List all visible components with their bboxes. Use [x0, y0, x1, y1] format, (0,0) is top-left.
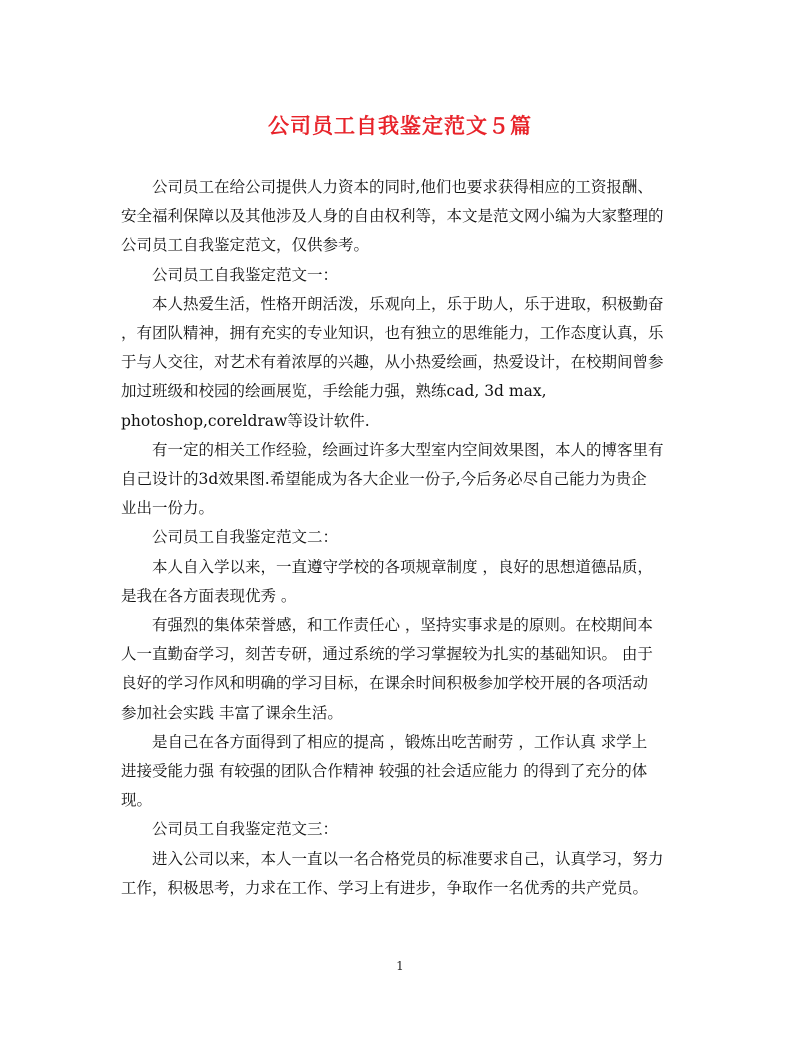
- paragraph: [121, 436, 681, 524]
- paragraph: [121, 553, 681, 611]
- section-heading-3: [121, 815, 681, 844]
- section-heading-1: [121, 261, 681, 290]
- paragraph: [121, 728, 681, 816]
- text-line: 是我在各方面表现优秀 。: [121, 586, 297, 605]
- paragraph-intro: [121, 173, 681, 261]
- document-body: [121, 173, 681, 903]
- text-line: 现。: [121, 791, 153, 810]
- section-heading-2: [121, 523, 681, 552]
- text-line: 公司员工自我鉴定范文二：: [152, 528, 339, 547]
- text-line: 是自己在各方面得到了相应的提高 ，锻炼出吃苦耐劳 ，工作认真 求学上: [152, 732, 648, 751]
- text-line: 良好的学习作风和明确的学习目标，在课余时间积极参加学校开展的各项活动: [121, 674, 649, 693]
- text-line: 公司员工在给公司提供人力资本的同时,他们也要求获得相应的工资报酬、: [152, 178, 653, 196]
- text-line: 自己设计的3d效果图.希望能成为各大企业一份子,今后务必尽自己能力为贵企: [121, 470, 647, 489]
- text-line: 工作，积极思考，力求在工作、学习上有进步，争取作一名优秀的共产党员。: [121, 878, 649, 897]
- text-line: 加过班级和校园的绘画展览，手绘能力强，熟练cad, 3d max,: [121, 382, 547, 401]
- text-line: 进入公司以来，本人一直以一名合格党员的标准要求自己，认真学习，努力: [152, 849, 664, 868]
- text-line: photoshop,coreldraw等设计软件.: [121, 411, 370, 430]
- paragraph: [121, 290, 681, 436]
- text-line: 进接受能力强 有较强的团队合作精神 较强的社会适应能力 的得到了充分的体: [121, 762, 648, 781]
- text-line: 于与人交往，对艺术有着浓厚的兴趣，从小热爱绘画，热爱设计，在校期间曾参: [121, 353, 664, 372]
- text-line: 人一直勤奋学习，刻苦专研，通过系统的学习掌握较为扎实的基础知识。 由于: [121, 645, 653, 664]
- text-line: 安全福利保障以及其他涉及人身的自由权利等，本文是范文网小编为大家整理的: [121, 207, 664, 226]
- page-number: 1: [396, 959, 404, 973]
- text-line: 业出一份力。: [121, 499, 215, 518]
- paragraph: [121, 845, 681, 903]
- paragraph: [121, 611, 681, 728]
- text-line: 公司员工自我鉴定范文三：: [152, 820, 339, 839]
- text-line: 公司员工自我鉴定范文一：: [152, 265, 339, 284]
- text-line: 参加社会实践 丰富了课余生活。: [121, 703, 343, 722]
- text-line: 公司员工自我鉴定范文，仅供参考。: [121, 236, 370, 255]
- document-title: 公司员工自我鉴定范文５篇: [268, 113, 532, 138]
- text-line: 本人热爱生活，性格开朗活泼，乐观向上，乐于助人，乐于进取，积极勤奋: [152, 294, 664, 313]
- text-line: ，有团队精神，拥有充实的专业知识，也有独立的思维能力，工作态度认真，乐: [121, 324, 664, 343]
- text-line: 有一定的相关工作经验，绘画过许多大型室内空间效果图，本人的博客里有: [152, 440, 664, 459]
- text-line: 有强烈的集体荣誉感，和工作责任心 ，坚持实事求是的原则。在校期间本: [152, 616, 653, 635]
- text-line: 本人自入学以来，一直遵守学校的各项规章制度 ，良好的思想道德品质，: [152, 557, 653, 576]
